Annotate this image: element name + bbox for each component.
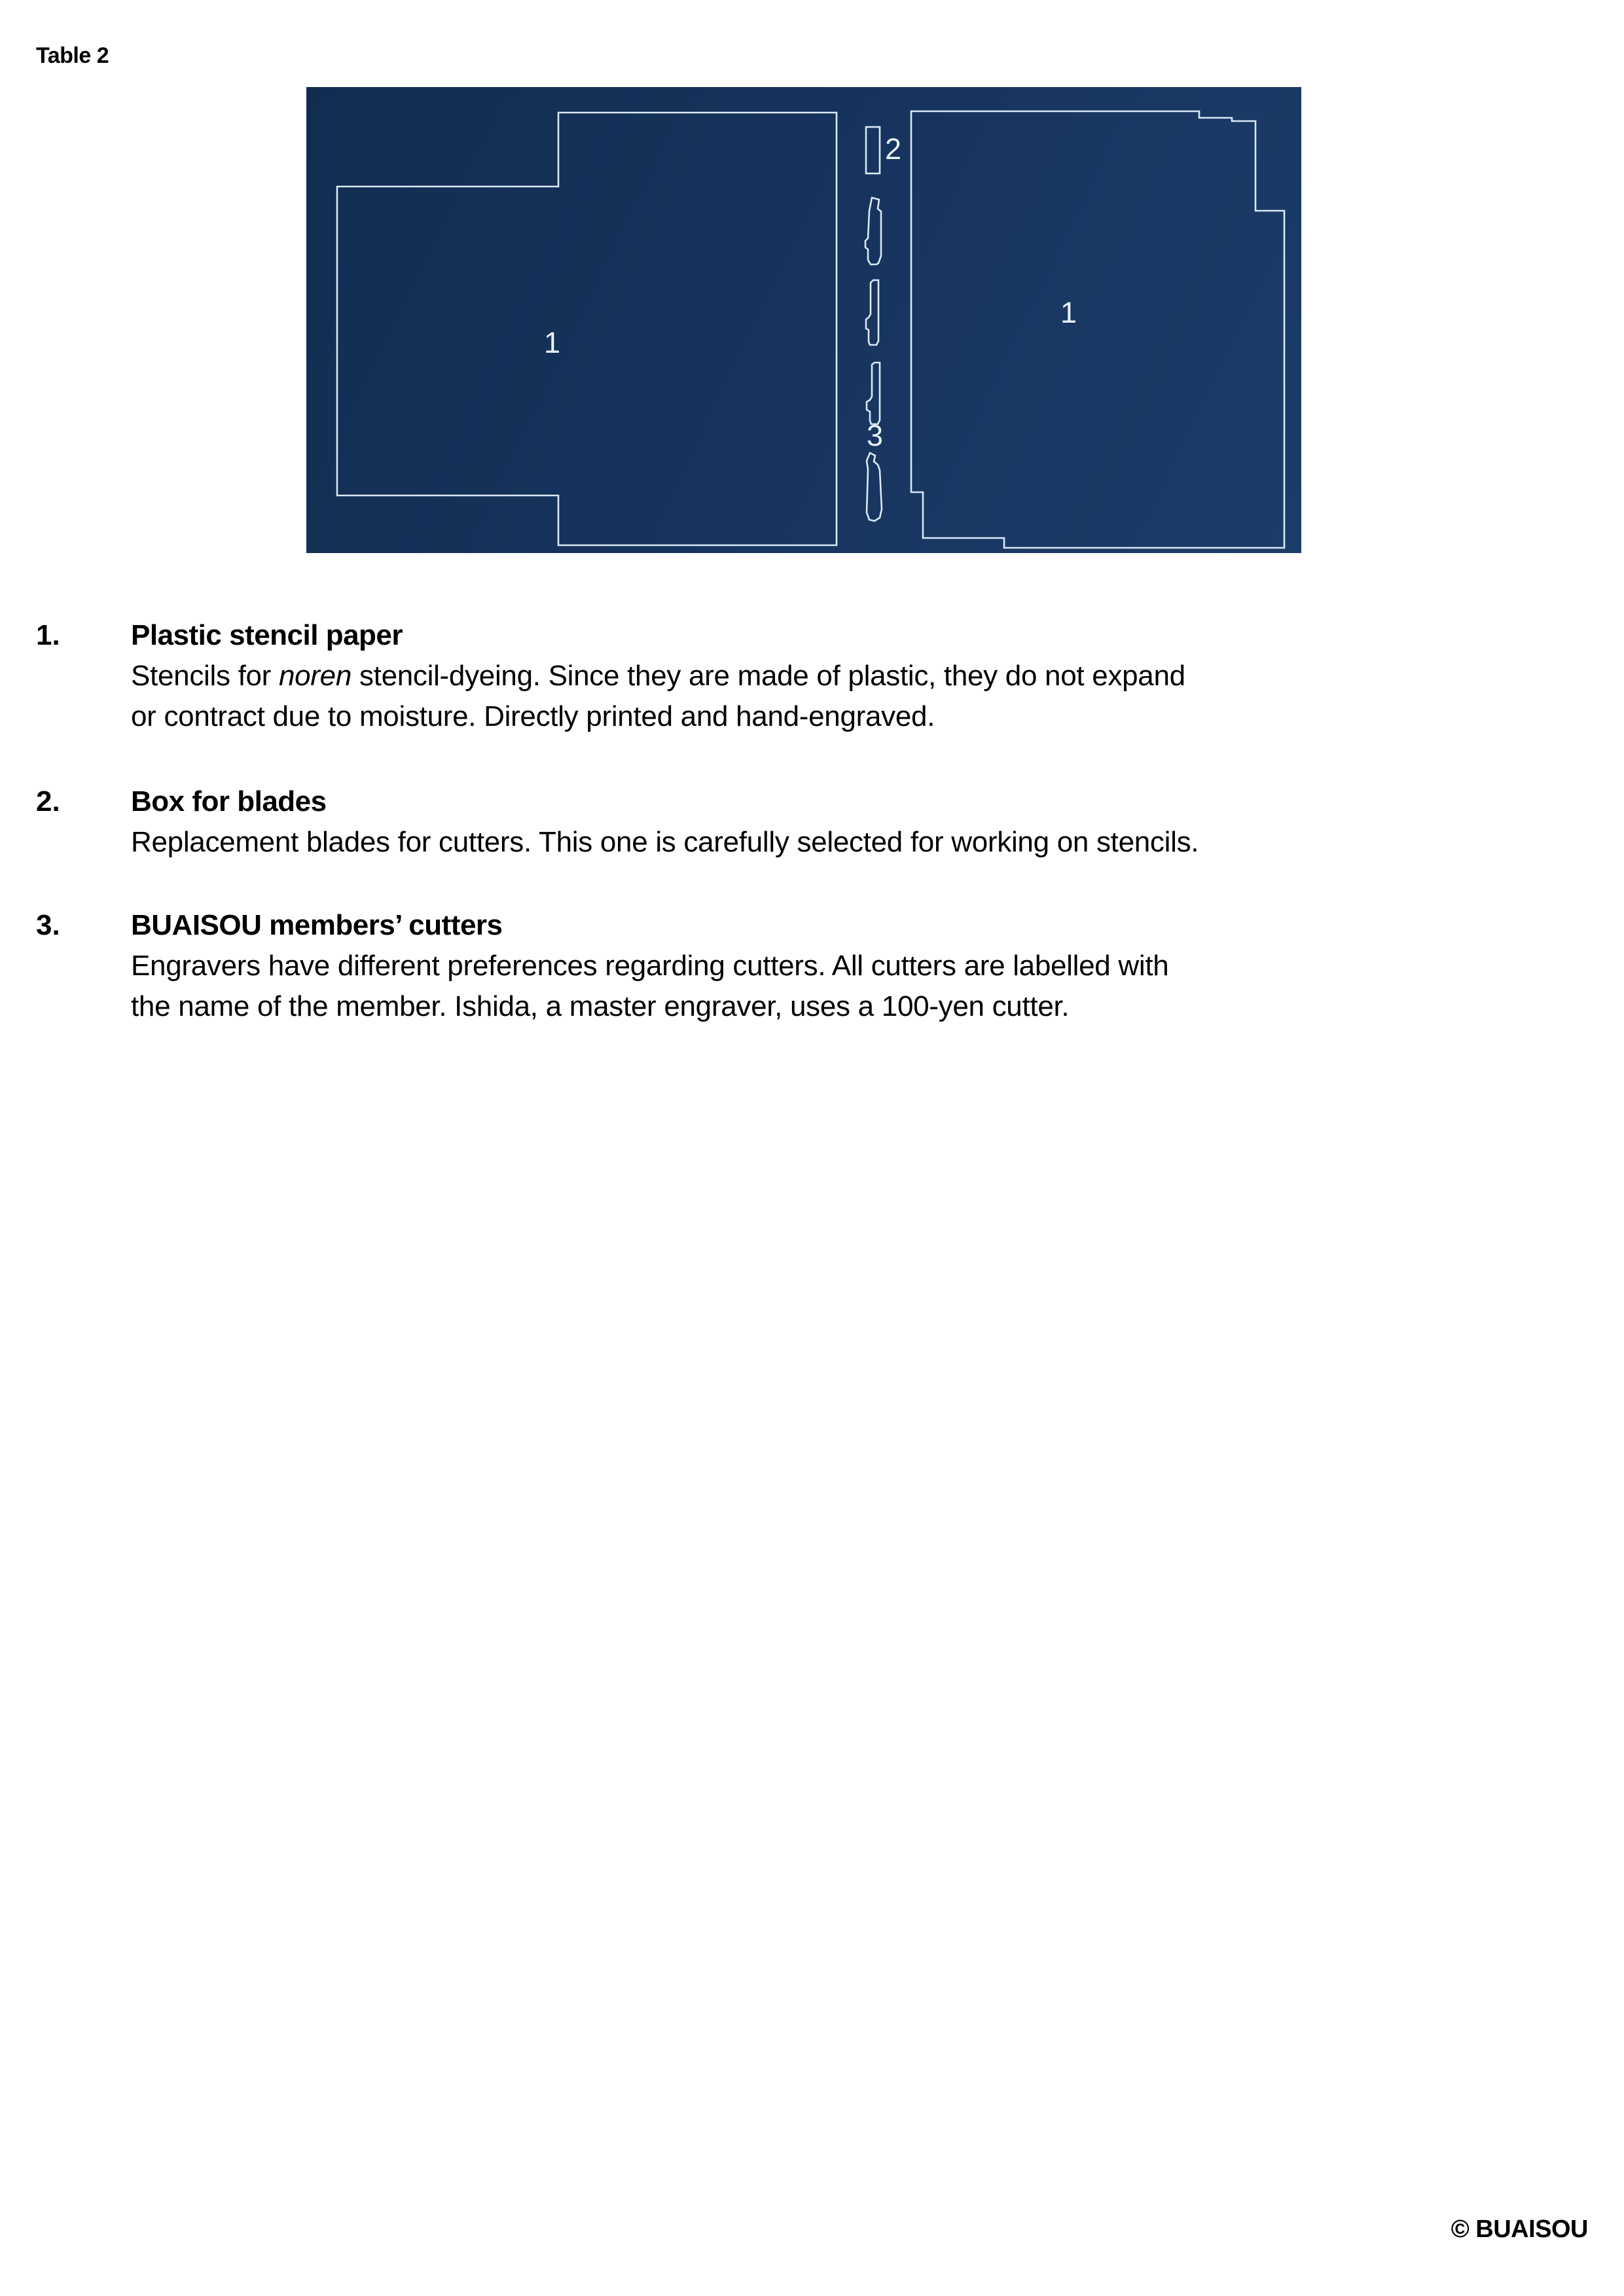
item-title: Box for blades [131,785,327,817]
item-number: 3. [36,909,60,941]
table-caption: Table 2 [36,43,109,68]
item-number: 1. [36,619,60,651]
cutter-outline-2 [866,280,878,345]
item-title: BUAISOU members’ cutters [131,909,503,941]
body-text: stencil-dyeing. Since they are made of plastic, they do not expand [352,660,1185,692]
left-stencil-outline [337,113,837,545]
cutter-outline-4 [867,453,882,521]
stencil-photo-figure [306,87,1301,553]
item-body-line [131,822,1561,863]
body-text: Stencils for [131,660,279,692]
blade-box-outline [866,127,880,173]
photo-label-left-stencil: 1 [544,326,561,359]
body-text: Replacement blades for cutters. This one is carefully selected for working on stencils. [131,826,1199,858]
item-body-line [131,696,1561,737]
copyright-credit: © BUAISOU [1451,2215,1588,2243]
body-text: Engravers have different preferences regarding cutters. All cutters are labelled with [131,950,1169,982]
item-content [131,781,1561,863]
body-text-italic: noren [278,660,352,692]
item-number: 2. [36,785,60,817]
item-title: Plastic stencil paper [131,619,403,651]
item-body-line [131,946,1561,986]
item-body-line [131,986,1561,1027]
list-item-box-for-blades [36,781,1561,863]
photo-label-blade-box: 2 [885,132,902,166]
cutter-outline-1 [865,198,881,264]
right-stencil-outline [911,111,1284,548]
list-item-buaisou-members-cutters [36,905,1561,1027]
photo-label-cutters: 3 [867,419,884,452]
item-body-line [131,656,1561,696]
body-text: the name of the member. Ishida, a master engraver, uses a 100-yen cutter. [131,990,1070,1022]
cutter-outline-3 [867,363,880,424]
list-item-plastic-stencil-paper [36,615,1561,737]
item-content [131,905,1561,1027]
stencil-outlines-drawing [306,87,1301,553]
body-text: or contract due to moisture. Directly printed and hand-engraved. [131,700,935,732]
photo-label-right-stencil: 1 [1060,296,1077,329]
item-content [131,615,1561,737]
